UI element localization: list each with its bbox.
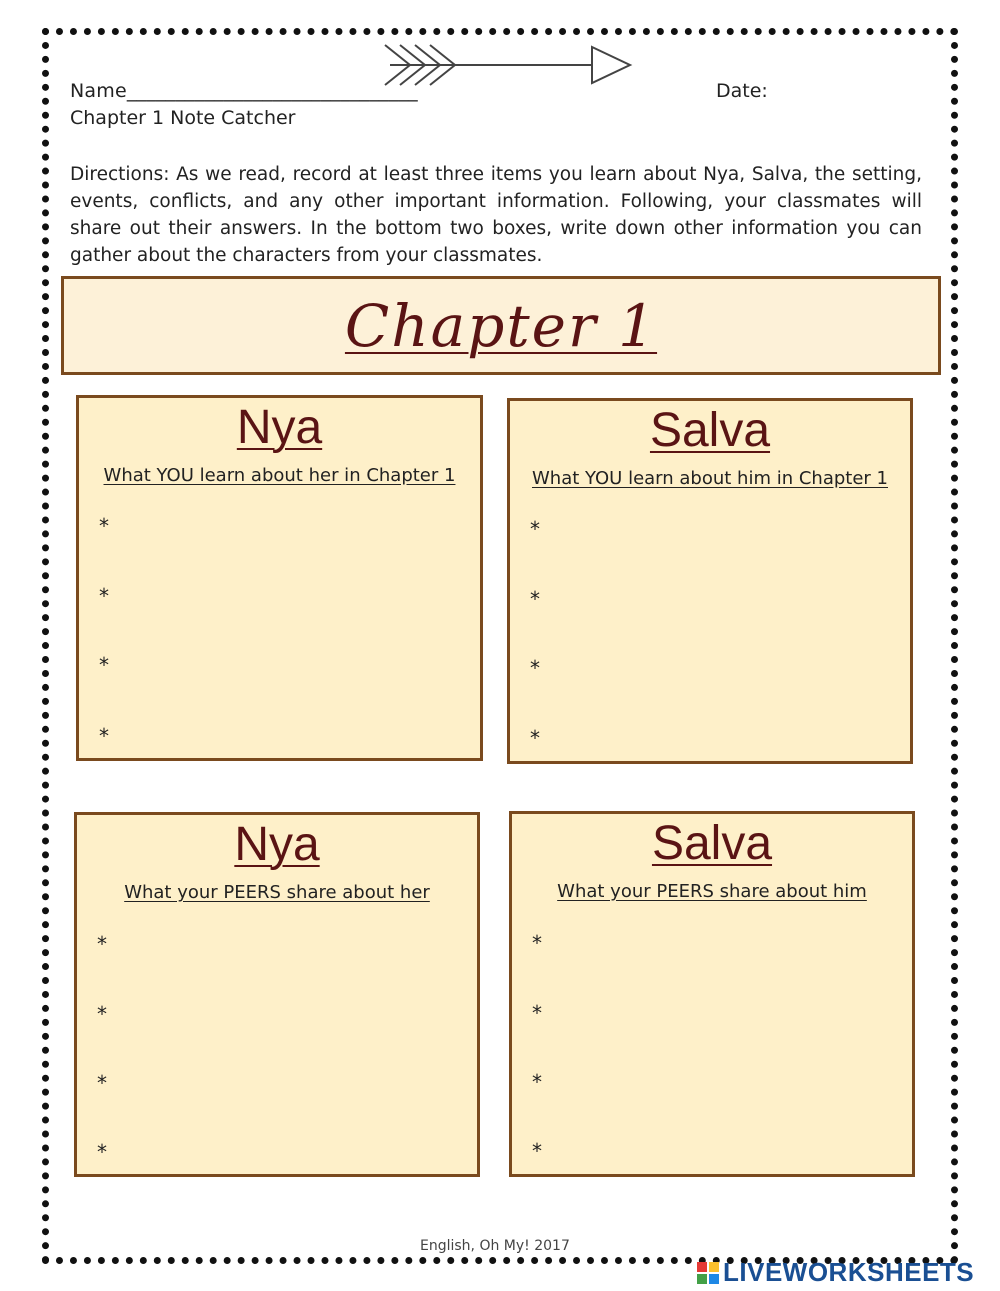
chapter-banner [61, 276, 941, 375]
bullet-marker: * [97, 1140, 107, 1164]
liveworksheets-logo[interactable] [697, 1257, 974, 1288]
bullet-marker: * [97, 932, 107, 956]
nya-learn-box[interactable] [76, 395, 483, 761]
bullet-marker: * [532, 1070, 542, 1094]
logo-squares-icon [697, 1262, 719, 1284]
box-subtitle: What YOU learn about her in Chapter 1 [103, 465, 456, 486]
bullet-marker: * [97, 1002, 107, 1026]
bullet-marker: * [530, 656, 540, 680]
box-subtitle: What your PEERS share about him [557, 881, 867, 902]
bullet-marker: * [532, 1001, 542, 1025]
bullet-marker: * [532, 1139, 542, 1163]
bullet-marker: * [97, 1071, 107, 1095]
bullet-marker: * [530, 517, 540, 541]
salva-learn-box[interactable] [507, 398, 913, 764]
logo-square [709, 1262, 719, 1272]
name-field[interactable]: Name______________________________ [70, 80, 418, 102]
box-title: Nya [234, 818, 320, 871]
box-title: Nya [236, 401, 323, 454]
logo-square [697, 1262, 707, 1272]
footer-credit: English, Oh My! 2017 [420, 1238, 570, 1254]
logo-square [697, 1274, 707, 1284]
nya-peers-box[interactable] [74, 812, 480, 1177]
box-subtitle: What YOU learn about him in Chapter 1 [531, 468, 888, 489]
bullet-marker: * [530, 587, 540, 611]
box-title: Salva [649, 404, 771, 457]
chapter-title: Chapter 1 [344, 291, 658, 360]
arrow-right-icon [380, 40, 640, 90]
bullet-marker: * [99, 584, 109, 608]
bullet-marker: * [99, 653, 109, 677]
date-field[interactable]: Date: [716, 80, 768, 102]
logo-square [709, 1274, 719, 1284]
box-subtitle: What your PEERS share about her [124, 882, 430, 903]
logo-text: LIVEWORKSHEETS [723, 1257, 975, 1287]
bullet-marker: * [530, 726, 540, 750]
directions-text: Directions: As we read, record at least three items you learn about Nya, Salva, the setting, events, conflicts, and any other important information. Following, your classmates will share out their answers. In the bottom two boxes, write down other information you can gather about the characters from your classmates. [70, 164, 922, 266]
box-title: Salva [651, 817, 773, 870]
bullet-marker: * [99, 514, 109, 538]
bullet-marker: * [99, 724, 109, 748]
page-subtitle: Chapter 1 Note Catcher [70, 107, 296, 129]
bullet-marker: * [532, 931, 542, 955]
salva-peers-box[interactable] [509, 811, 915, 1177]
